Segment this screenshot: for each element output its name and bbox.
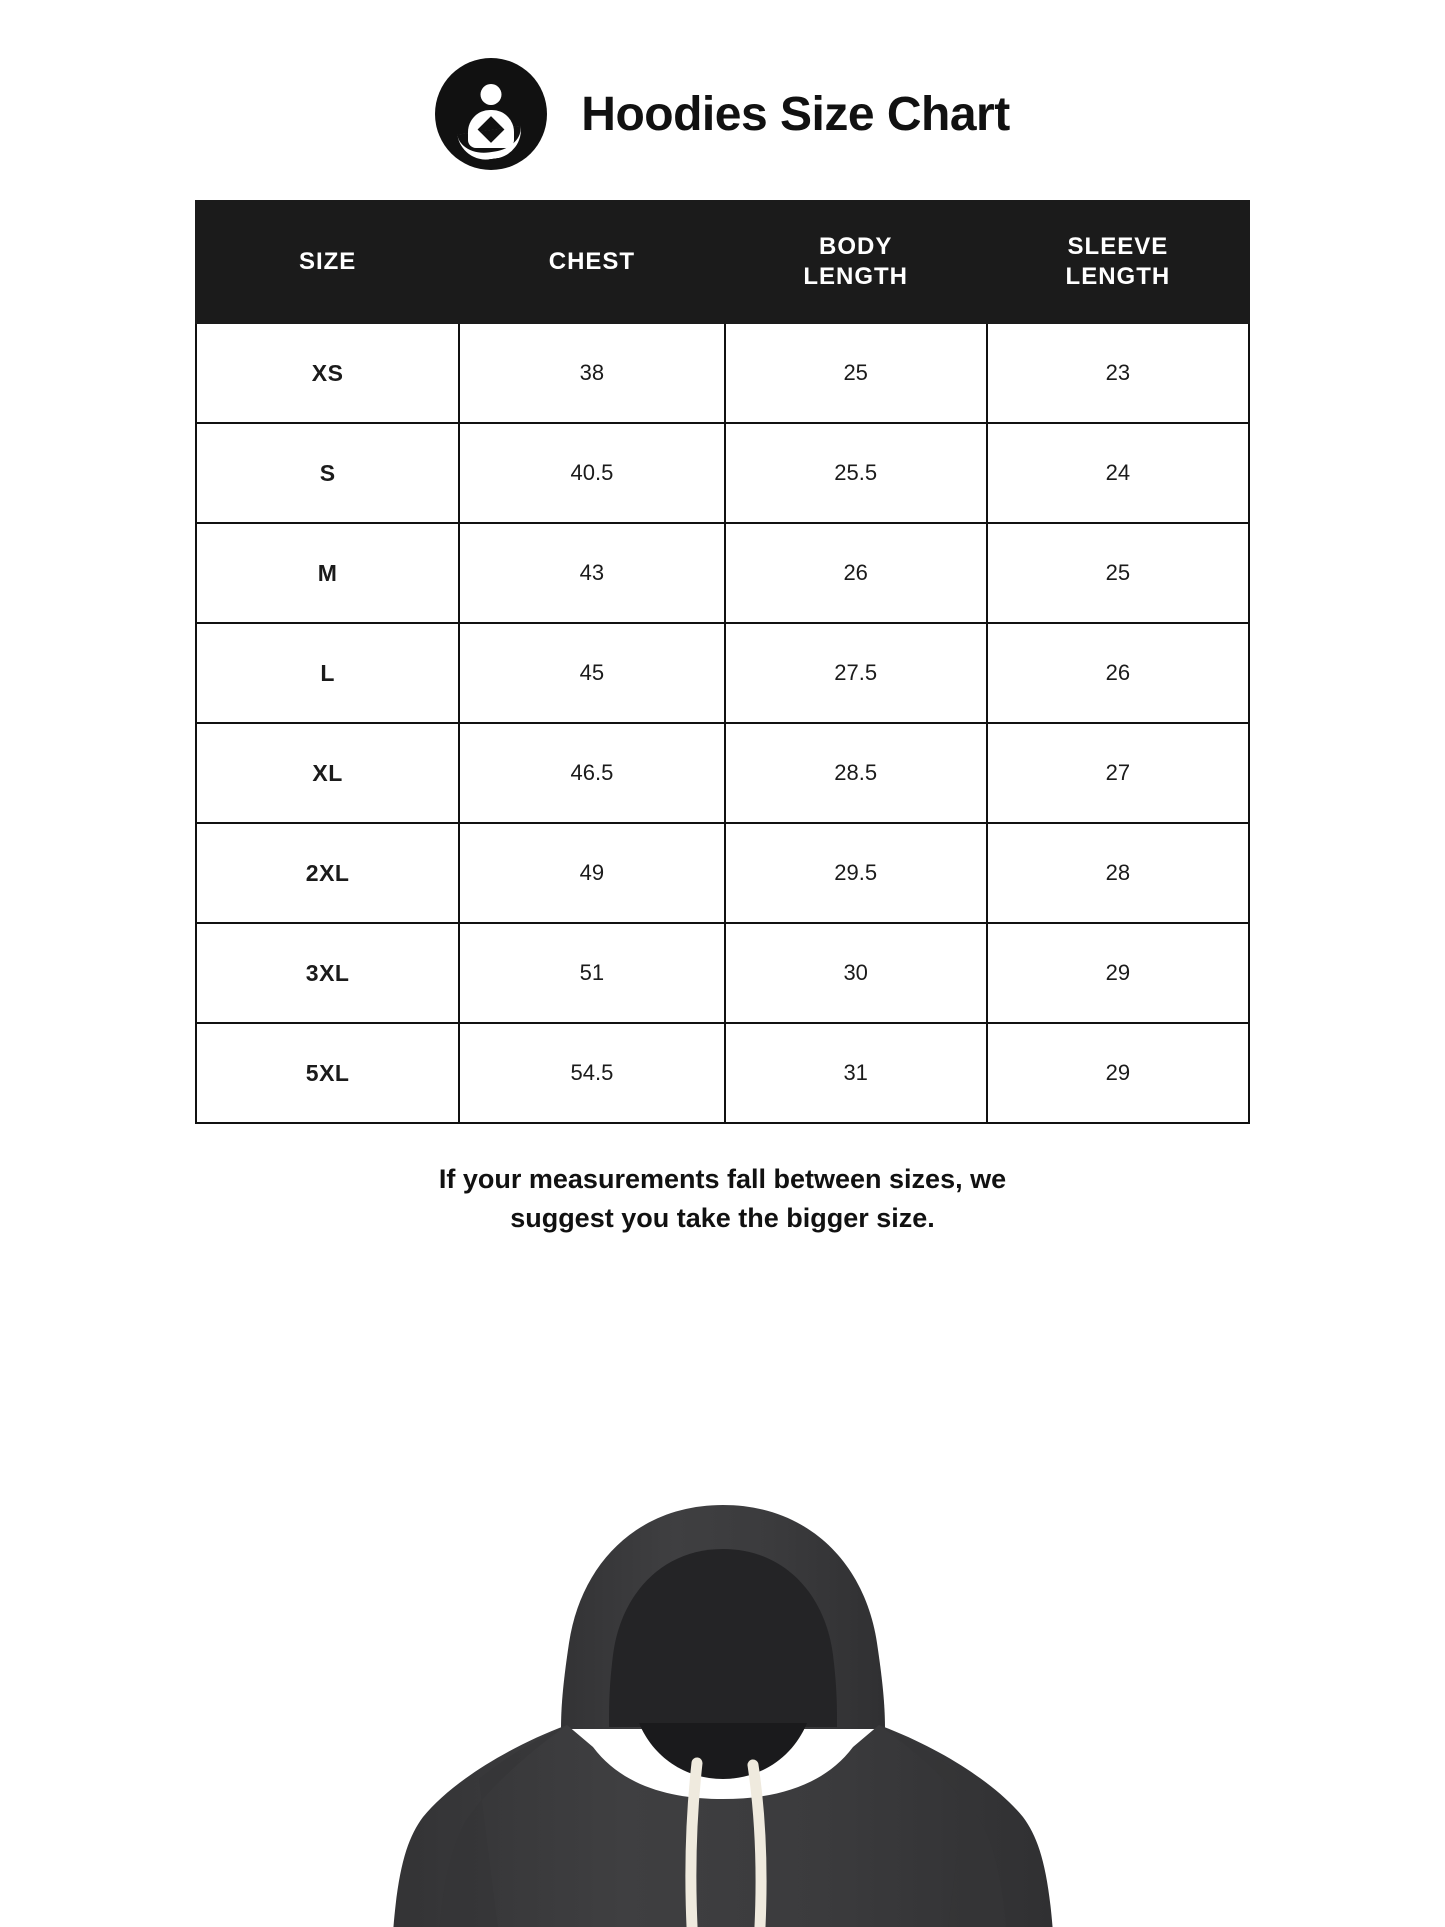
table-row bbox=[196, 723, 1249, 823]
cell-body-length: 25.5 bbox=[725, 423, 987, 523]
table-row bbox=[196, 523, 1249, 623]
column-header-sleeve-length-line1: SLEEVE bbox=[1067, 233, 1169, 260]
logo-head-shape bbox=[481, 84, 502, 105]
table-row bbox=[196, 423, 1249, 523]
cell-chest: 54.5 bbox=[459, 1023, 724, 1123]
cell-sleeve-length: 23 bbox=[987, 323, 1249, 423]
cell-size: 5XL bbox=[196, 1023, 459, 1123]
cell-chest: 40.5 bbox=[459, 423, 724, 523]
cell-chest: 49 bbox=[459, 823, 724, 923]
cell-body-length: 29.5 bbox=[725, 823, 987, 923]
cell-size: S bbox=[196, 423, 459, 523]
mother-and-child-logo-icon bbox=[435, 58, 547, 170]
cell-sleeve-length: 29 bbox=[987, 923, 1249, 1023]
cell-size: L bbox=[196, 623, 459, 723]
table-row bbox=[196, 823, 1249, 923]
table-row bbox=[196, 323, 1249, 423]
column-header-body-length-line2: LENGTH bbox=[803, 263, 909, 290]
table-header-row bbox=[196, 201, 1249, 323]
table-row bbox=[196, 1023, 1249, 1123]
column-header-size-line1: SIZE bbox=[298, 248, 357, 275]
cell-size: XS bbox=[196, 323, 459, 423]
column-header-body-length-line1: BODY bbox=[819, 233, 893, 260]
column-header-size bbox=[196, 201, 459, 323]
cell-sleeve-length: 28 bbox=[987, 823, 1249, 923]
cell-chest: 43 bbox=[459, 523, 724, 623]
size-table bbox=[195, 200, 1250, 1124]
cell-sleeve-length: 25 bbox=[987, 523, 1249, 623]
hoodie-illustration bbox=[353, 1497, 1093, 1927]
cell-sleeve-length: 24 bbox=[987, 423, 1249, 523]
table-row bbox=[196, 923, 1249, 1023]
cell-chest: 45 bbox=[459, 623, 724, 723]
column-header-body-length bbox=[725, 201, 987, 323]
cell-chest: 38 bbox=[459, 323, 724, 423]
column-header-sleeve-length-line2: LENGTH bbox=[1065, 263, 1171, 290]
table-row bbox=[196, 623, 1249, 723]
sizing-note bbox=[273, 1160, 1173, 1238]
cell-body-length: 28.5 bbox=[725, 723, 987, 823]
hoodie-drawstring-left bbox=[690, 1763, 696, 1927]
cell-chest: 46.5 bbox=[459, 723, 724, 823]
cell-body-length: 31 bbox=[725, 1023, 987, 1123]
page-header bbox=[0, 0, 1445, 186]
cell-body-length: 27.5 bbox=[725, 623, 987, 723]
cell-sleeve-length: 29 bbox=[987, 1023, 1249, 1123]
cell-chest: 51 bbox=[459, 923, 724, 1023]
column-header-chest-line1: CHEST bbox=[548, 248, 636, 275]
cell-size: 2XL bbox=[196, 823, 459, 923]
size-table-container bbox=[195, 200, 1250, 1124]
sizing-note-line1: If your measurements fall between sizes, we bbox=[438, 1164, 1007, 1194]
table-body bbox=[196, 323, 1249, 1123]
cell-body-length: 25 bbox=[725, 323, 987, 423]
cell-sleeve-length: 27 bbox=[987, 723, 1249, 823]
table-header bbox=[196, 201, 1249, 323]
cell-sleeve-length: 26 bbox=[987, 623, 1249, 723]
cell-body-length: 26 bbox=[725, 523, 987, 623]
cell-size: XL bbox=[196, 723, 459, 823]
page-title: Hoodies Size Chart bbox=[581, 87, 1010, 141]
hoodie-neck-opening-shape bbox=[639, 1723, 807, 1779]
hoodie-image-area bbox=[0, 1497, 1445, 1927]
sizing-note-line2: suggest you take the bigger size. bbox=[510, 1203, 935, 1234]
cell-body-length: 30 bbox=[725, 923, 987, 1023]
cell-size: M bbox=[196, 523, 459, 623]
column-header-chest bbox=[459, 201, 724, 323]
column-header-sleeve-length bbox=[987, 201, 1249, 323]
cell-size: 3XL bbox=[196, 923, 459, 1023]
